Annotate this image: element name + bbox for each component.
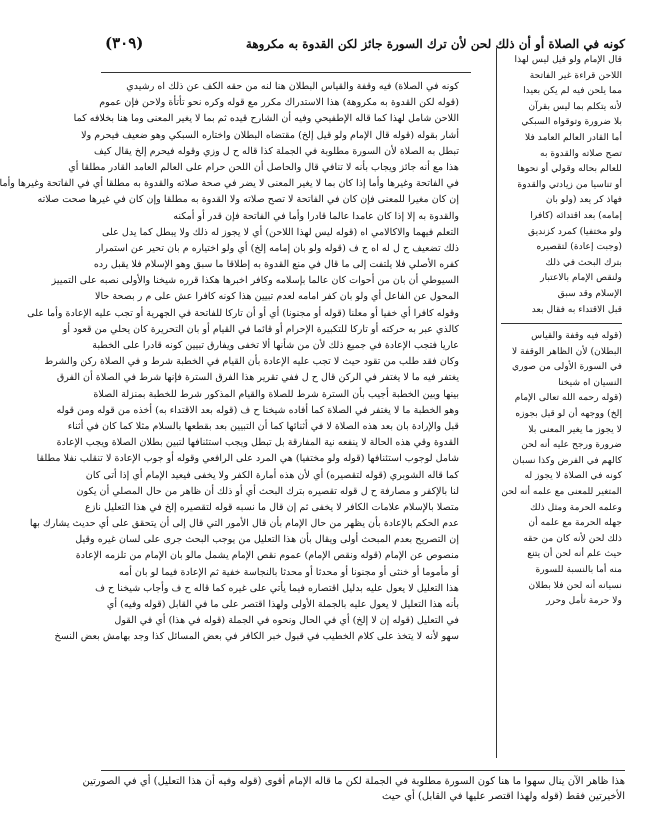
footer-line: هذا ظاهر الآن ينال سهوا ما هنا كون السورة مطلوبة في الجملة لكن ما قاله الإمام أقوى (قوله وفيه أن هذا التعليل) أي في الصورتين [82,776,625,787]
side-divider [501,323,622,324]
side-note-line: منه أما بالنسبة للسورة [535,564,622,575]
commentary-line: كالذي عبر به حركته أو تاركا للتكبيرة الإحرام أو قائما في القيام أو بان التحريرة كان يحلي من قعود أو [62,323,459,335]
commentary-line: يغتفر فيه ما لا يغتفر في الركن قال ح ل ففي تقرير هذا الفرق السترة فإنها شرط في الصلاة أن الفرق [56,372,459,384]
commentary-line: وكان فقد طلب من تقود حيث لا تجب عليه الإعادة بأن القيام في الخطبة شرط و في الصلاة ركن والشرط [44,356,459,368]
matn-line: ولنقص الإمام بالاعتبار [540,272,622,284]
side-matn-column [496,48,625,758]
matn-line: ولو مختفيا) كمرد كزنديق [527,225,622,237]
matn-line: اللاحن قراءة غير الفاتحة [529,69,622,81]
commentary-line: أشار بقوله (قوله قال الإمام ولو قيل إلخ) مقتضاه البطلان واختاره السبكي وهو ضعيف فيحرم ولا [81,129,459,141]
side-note-line: (قوله فيه وقفة والقياس [531,330,622,342]
side-note-line: وعلمه الحرمة ومثل ذلك [530,501,622,513]
commentary-line: القدوة وقي هذه الحالة لا ينفعه نية المفارقة بل تبطل ويجب استئنافها لتبين بطلان الصلاة ويجب الإعادة [56,437,459,449]
side-note-line: إلخ) ووجهه أن لو قيل بجوزه [515,408,622,420]
matn-line: الإسلام وقد سبق [557,287,622,299]
matn-line: لأنه يتكلم بما ليس بقرآن [528,100,622,112]
commentary-line: عاريا فتجب الإعادة في جميع ذلك لأن من شأنها ألا تخفى ويفارق تبيين كونه قادرا على الخطبة [92,340,459,351]
commentary-line: (قوله لكن القدوة به مكروهة) هذا الاستدراك مكرر مع قوله وكره نحو تأتأة ولاحن فإن عموم [99,97,459,109]
commentary-line: عدم الحكم بالإعادة بأن يظهر من حال الإمام بأن قال الأمور التي قال إلى أن يتحقق على أي حديث يشارك بها [29,518,459,530]
page-frame [0,34,625,802]
matn-line: أما القادر العالم العامد فلا [525,131,622,143]
matn-line: بلا ضرورة وتوقواه السبكي [521,116,622,128]
side-note-line: كالهم في الفرض وكذا نسبان [512,454,622,466]
side-note-line: ولا حرمة تأمل وحرر [546,595,622,607]
side-note-line: كونه في الصلاة لا يجوز له [524,470,622,482]
commentary-line: تبطل به الصلاة لأن السورة مطلوبة في الجملة كذا قاله ح ل وزي وقوله فيحرم إلخ يقال كيف [93,145,459,157]
side-note-line: جهله الحرمة مع علمه أن [528,517,622,529]
commentary-line: هذا التعليل لا يعول عليه بدليل اقتصاره فيما يأتي على غيره كما قاله ح ف وأجاب شيخنا ح ف [95,582,459,594]
commentary-line: هذا مع أنه جائز ويجاب بأنه لا تنافي قال والحاصل أن اللحن حرام على العالم العامد القادر مطلقا أي [68,161,459,173]
matn-line: إمامه) بعد اقتدائه (كافرا [530,209,622,221]
commentary-line: شامل لوجوب استئنافها (قوله ولو مختفيا) هي المرد على الرافعي وقوله أو جوب الإعادة لا تنقلب نفلا مطلقا [36,453,459,465]
commentary-line: ذلك تضعيف ح ل له اه ح ف (قوله ولو بان إمامه إلخ) أي ولو اختياره م بان تحير عن استمرار [96,242,459,254]
commentary-line: وقوله كافرا أي خفيا أو معلنا (قوله أو مجنونا) أي أو أن تاركا للفاتحة في الجهرية أو تجب عليه الإعادة وأما على [27,307,459,319]
commentary-line: إن التصريح بعدم المبحث أولى ويقال بأن هذا التعليل من يوجب البحث جرى على لسان غيره وقيل [75,534,459,546]
side-note-line: ذلك لحن لأنه كان من حقه [523,532,622,544]
side-note-line: نسيانه أنه لحن فلا بطلان [528,579,622,591]
side-note-line: حيث علم أنه لحن أن يتنع [527,548,622,560]
commentary-line: في الفاتحة وغيرها وأما إذا كان بما لا يغير المعنى لا يضر في صحة صلاته والقدوة به مطلقا أي في الفاتحة وغيرها وأما [0,178,459,190]
commentary-line: بينها وبين الخطبة أجيب بأن السترة شرط للصلاة والقيام المذكور شرط للخطبة بمنزلة الصلاة [93,388,459,400]
commentary-line: سهو لأنه لا يتخذ على كلام الخطيب في قبول خبر الكافر في بعض المسائل كذا وجد بهامش بعض النسخ [54,631,459,643]
commentary-line: لنا بالإكفر و مصارفة ح ل قوله تقصيره بترك البحث أي أو ذلك أن ظاهر من حال المصلي أن يكون [76,485,459,497]
commentary-line: في التعليل (قوله إن لا إلخ) أي في الحال ونحوه في الجملة (قوله في هذا) أي في القول [114,615,459,627]
commentary-line: اللاحن شامل لهذا كما قاله الإطفيحي وفيه أن الشارح قيده ثم بما لا يغير المعنى وما هنا بخلافه كما [73,113,459,125]
running-title: كونه في الصلاة أو أن ذلك لحن لأن ترك السورة جائز لكن القدوة به مكروهة [245,37,625,51]
commentary-line: منصوص عن الإمام (قوله ونقص الإمام) عموم نقص الإمام يشمل مالو بان الإمام من تلزمه الإعادة [75,550,459,562]
side-note-line: المتغير للمعنى مع علمه أنه لحن [501,486,622,498]
footer-line: الأخيرتين فقط (قوله ولهذا اقتصر عليها في القابل) أي حيث [382,791,625,802]
side-note-line: (قوله رحمه الله تعالى الإمام [514,392,622,404]
commentary-line: كفره الأصلي فلا يلتفت إلى ما قال في منع القدوة به إطلاقا ما سبق وهو الإسلام فلا يقبل رده [93,259,459,271]
footer-text-body [82,774,625,804]
main-text-body [0,79,459,646]
matn-line: قبل الاقتداء به فقال بعد [531,303,622,315]
matn-line: أو تناسيا من زيادتي والقدوة [517,178,622,190]
commentary-line: السيوطي أن بان من أحوات كان عالما بإسلامه وكافر اخبرها هكذا قرره شيخنا والأولى نصبه على التمييز [51,275,459,287]
commentary-line: أو مأموما أو خنثى أو مجنونا أو محدثا أو محدثا بالنجاسة خفية ثم الإعادة فيما لو بان أمه [118,566,459,578]
side-note-line: النسيان اه شيخنا [558,376,622,388]
page-number: (٣٠٩) [105,34,144,52]
commentary-line: بأنه هذا التعليل لا يعول عليه بالجملة الأولى ولهذا اقتصر على ما في القابل (قوله وفيه) أي [106,599,459,610]
commentary-line: إن كان مغيرا للمعنى فإن كان في الفاتحة لا تصح صلاته ولا القدوة به مطلقا وإن كان في غيرها صحت صلاته [37,194,459,206]
commentary-line: كما قاله الشوبري (قوله لتقصيره) أي لأن هذه أمارة الكفر ولا يخفى فيعيد الإمام أي إذا أتى كان [85,469,459,481]
page-footer-notes [82,770,625,804]
side-note-line: ضرورة ورجح عليه أنه لحن [521,439,622,451]
matn-line: بترك البحث في ذلك [545,256,622,268]
commentary-line: والقدوة به إلا إذا كان عامدا عالما قادرا وأما في الفاتحة فإن قدر أو أمكنه [173,210,459,222]
matn-line: (وجبت إعادة) لتقصيره [536,241,622,253]
side-note-line: في السورة الأولى من صوري [511,361,622,373]
matn-line: للعالم بحاله وقولي أو نحوها [517,163,622,175]
side-text-body [501,52,622,609]
commentary-line: كونه في الصلاة) فيه وقفة والقياس البطلان هنا لنه من حقه الكف عن ذلك اه رشيدي [126,81,459,92]
commentary-line: متصلا بالإسلام علامات الكافر لا يخفى ثم إن قال ما نسبه قوله لتقصيره إلخ في هذا التعليل نازع [84,501,459,513]
matn-line: قال الإمام ولو قيل ليس لهذا [514,54,622,65]
matn-line: فهاذ كر يعد (ولو بان [545,194,622,206]
main-commentary-column [0,72,471,763]
side-note-line: البطلان) لأن الظاهر الوقفة لا [511,345,622,357]
commentary-line: وهو الخطبة ما لا يغتفر في الصلاة كما أفاده شيخنا ح ف (قوله بعد الاقتداء به) أخذه من قوله ومن قوله [56,404,459,416]
side-note-line: لا يجوز ما يغير المعنى بلا [528,423,622,435]
commentary-line: التعلم فيهما والاكالامي اه (قوله ليس لهذا اللاحن) أي لا يجوز له ذلك ولا يبطل كما يدل على [101,226,459,238]
matn-line: تصح صلاته والقدوة به [540,147,622,159]
matn-line: مما يلحن فيه لم يكن بعيدا [523,85,622,97]
commentary-line: المحول عن الفاعل أي ولو بان كفر امامه لعدم تبيين هذا كونه كافرا عش على م ر بصحة حالا [95,291,459,303]
commentary-line: قبل والإرادة بان بعد هذه الصلاة لا في أثنائها كما أن التبيين بعد بقطعها بالسلام مثلا كما كان في أثناء [67,420,459,432]
